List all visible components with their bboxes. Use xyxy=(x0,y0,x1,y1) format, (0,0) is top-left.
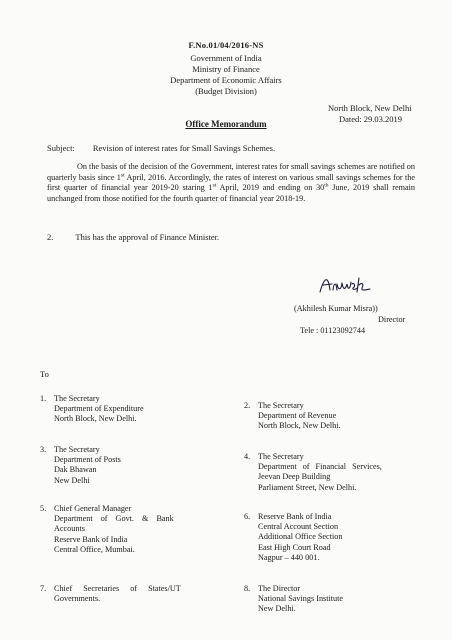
addressee-number: 4. xyxy=(244,452,251,461)
page-title: Office Memorandum xyxy=(185,119,267,129)
signatory-designation: Director xyxy=(378,315,406,324)
addressee-line: Dak Bhawan xyxy=(54,465,97,475)
addressee-line: Accounts xyxy=(54,524,85,534)
addressee-line: Jeevan Deep Building xyxy=(258,472,331,482)
addressee-line: The Secretary xyxy=(54,394,100,403)
signatory-name: (Akhilesh Kumar Misra)) xyxy=(294,304,378,313)
addressee-line: The Secretary xyxy=(258,452,304,461)
addressee-line: New Delhi. xyxy=(258,604,296,614)
para2-text: This has the approval of Finance Minister. xyxy=(75,232,220,242)
addressee-number: 8. xyxy=(244,584,251,593)
addressee-number: 6. xyxy=(244,512,251,521)
to-label: To xyxy=(40,369,49,379)
para1-sup-b: st xyxy=(212,182,217,189)
addressee-line: Chief General Manager xyxy=(54,504,132,513)
addressee-5 xyxy=(40,504,190,555)
para2-number: 2. xyxy=(47,232,54,242)
paragraph-1 xyxy=(47,162,415,204)
subject-line xyxy=(47,143,275,153)
para1-text-a: On the basis of the decision of the Government, interest rates for small savings schemes are notified on quarterly basis since 1 xyxy=(47,162,415,182)
addressee-4 xyxy=(244,452,424,493)
addressee-line: The Secretary xyxy=(54,445,100,454)
org-line-division: (Budget Division) xyxy=(195,86,257,96)
addressee-line: East High Court Road xyxy=(258,542,331,552)
addressee-line: Department of Expenditure xyxy=(54,404,144,414)
addressee-line: National Savings Institute xyxy=(258,594,344,604)
addressee-line: Governments. xyxy=(54,594,101,604)
addressee-line: Nagpur – 440 001. xyxy=(258,552,320,562)
addressee-1 xyxy=(40,394,190,425)
addressee-number: 3. xyxy=(40,445,47,454)
addressee-line: Department of Govt. & Bank xyxy=(54,514,174,524)
para1-sup-c: th xyxy=(324,182,329,189)
addressee-3 xyxy=(40,445,190,486)
addressee-6 xyxy=(244,512,414,563)
addressee-number: 2. xyxy=(244,401,251,410)
addressee-2 xyxy=(244,401,414,432)
addressee-line: Reserve Bank of India xyxy=(54,534,128,544)
addressee-line: Central Account Section xyxy=(258,522,339,532)
org-line-department: Department of Economic Affairs xyxy=(170,75,282,85)
addressee-line: Department of Revenue xyxy=(258,411,337,421)
addressee-line: Parliament Street, New Delhi. xyxy=(258,482,357,492)
addressee-line: The Director xyxy=(258,584,301,593)
addressee-number: 1. xyxy=(40,394,47,403)
paragraph-2 xyxy=(47,232,219,242)
file-number: F.No.01/04/2016-NS xyxy=(188,40,264,50)
org-line-ministry: Ministry of Finance xyxy=(192,64,260,74)
addressee-line: Department of Financial Services, xyxy=(258,462,382,472)
addressee-line: North Block, New Delhi. xyxy=(258,421,341,431)
org-line-government: Government of India xyxy=(190,53,262,63)
addressee-number: 7. xyxy=(40,584,47,593)
date: Dated: 29.03.2019 xyxy=(339,114,403,124)
para1-text-b: April, 2016. Accordingly, the rates of interest on various small savings schemes for the first quarter of financial year 2019-20 staring 1 xyxy=(47,172,416,193)
addressee-number: 5. xyxy=(40,504,47,513)
addressee-line: Central Office, Mumbai. xyxy=(54,544,135,554)
addressee-line: Additional Office Section xyxy=(258,532,343,542)
addressee-7 xyxy=(40,584,210,604)
addressee-line: North Block, New Delhi. xyxy=(54,414,137,424)
signatory-telephone: Tele : 01123092744 xyxy=(300,326,366,335)
addressee-line: The Secretary xyxy=(258,401,304,410)
para1-text-c: April, 2019 and ending on 30 xyxy=(216,183,325,193)
place: North Block, New Delhi xyxy=(328,103,412,113)
addressee-line: Reserve Bank of India xyxy=(258,512,332,521)
addressee-line: Chief Secretaries of States/UT xyxy=(54,584,181,593)
handwritten-signature xyxy=(318,270,378,300)
addressee-line: New Delhi xyxy=(54,475,90,485)
addressee-line: Department of Posts xyxy=(54,455,121,465)
subject-text: Revision of interest rates for Small Savings Schemes. xyxy=(92,143,276,153)
subject-label: Subject: xyxy=(47,143,75,153)
para1-text-d: June, 2019 shall remain unchanged from those notified for the fourth quarter of financial year 2018-19. xyxy=(47,183,416,203)
addressee-8 xyxy=(244,584,414,615)
para1-sup-a: st xyxy=(120,171,125,178)
